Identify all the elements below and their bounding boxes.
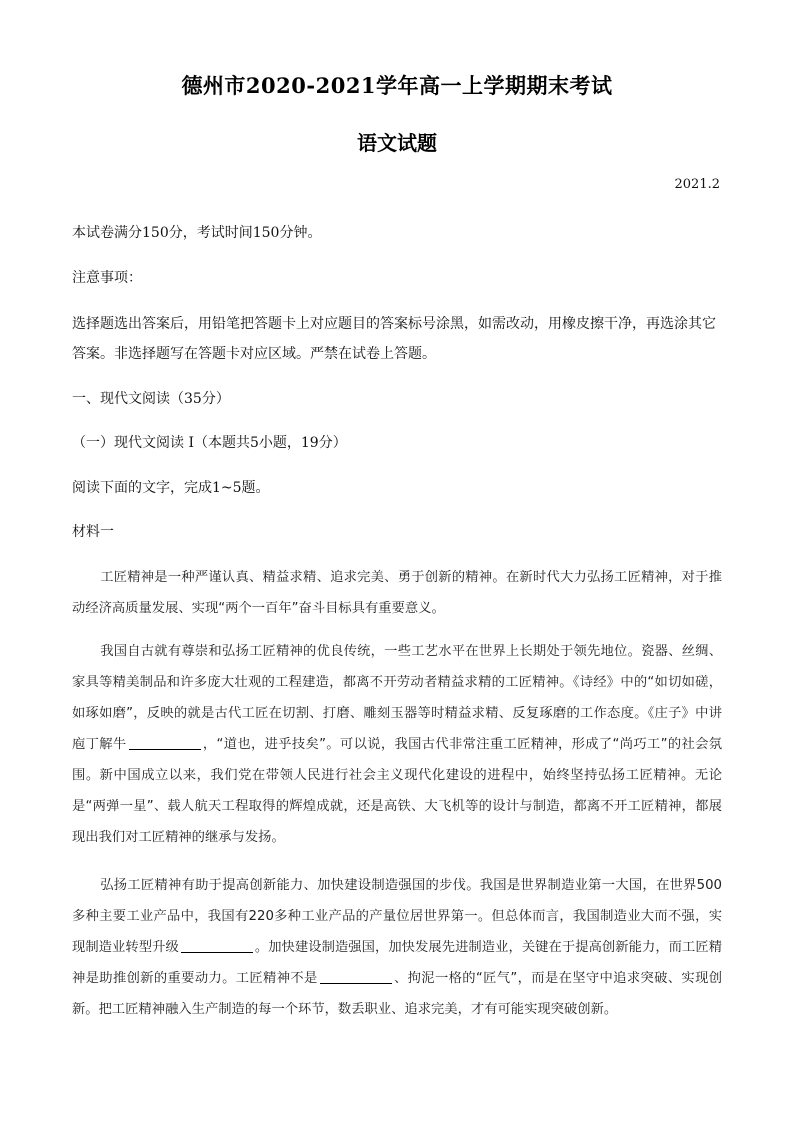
passage-paragraph-3 <box>72 870 722 1025</box>
paragraph-text: 工匠精神是一种严谨认真、精益求精、追求完美、勇于创新的精神。在新时代大力弘扬工匠精神，对于推动经济高质量发展、实现“两个一百年”奋斗目标具有重要意义。 <box>72 570 722 616</box>
passage-paragraph-1 <box>72 562 722 624</box>
score-time-note: 本试卷满分150分，考试时间150分钟。 <box>72 225 322 241</box>
material-label: 材料一 <box>72 524 114 540</box>
document-date: 2021.2 <box>674 177 720 192</box>
notice-line-2: 答案。非选择题写在答题卡对应区域。严禁在试卷上答题。 <box>72 346 436 362</box>
fill-in-blank <box>129 735 201 750</box>
notice-heading: 注意事项： <box>72 270 142 286</box>
fill-in-blank <box>320 969 392 984</box>
reading-prompt: 阅读下面的文字，完成1~5题。 <box>72 480 270 496</box>
subsection-heading: （一）现代文阅读 I（本题共5小题，19分） <box>72 435 347 451</box>
paragraph-text: 。加快建设制造强国，加快发展先进制造业，关键在于提高创新能力，而工匠精神是助推创新的重要动力。工匠精神不是 <box>72 940 723 986</box>
paragraph-text: 我国自古就有尊崇和弘扬工匠精神的优良传统，一些工艺水平在世界上长期处于领先地位。瓷器、丝绸、家具等精美制品和许多庞大壮观的工程建造，都离不开劳动者精益求精的工匠精神。《诗经》中的“如切如磋，如琢如磨”，反映的就是古代工匠在切割、打磨、雕刻玉器等时精益求精、反复琢磨的工作态度。《庄子》中讲庖丁解牛 <box>72 644 722 752</box>
passage-paragraph-2 <box>72 636 722 853</box>
page-title: 德州市2020-2021学年高一上学期期末考试 <box>181 73 613 98</box>
fill-in-blank <box>181 938 253 953</box>
paragraph-text: 弘扬工匠精神有助于提高创新能力、加快建设制造强国的步伐。我国是世界制造业第一大国，在世界500多种主要工业产品中，我国有220多种工业产品的产量位居世界第一。但总体而言，我国制造业大而不强，实现制造业转型升级 <box>72 878 722 955</box>
paragraph-text: ，“道也，进乎技矣”。可以说，我国古代非常注重工匠精神，形成了“尚巧工”的社会氛围。新中国成立以来，我们党在带领人民进行社会主义现代化建设的进程中，始终坚持弘扬工匠精神。无论是“两弹一星”、载人航天工程取得的辉煌成就，还是高铁、大飞机等的设计与制造，都离不开工匠精神，都展现出我们对工匠精神的继承与发扬。 <box>72 737 722 845</box>
notice-line-1: 选择题选出答案后，用铅笔把答题卡上对应题目的答案标号涂黑，如需改动，用橡皮擦干净，再选涂其它 <box>72 316 716 332</box>
page-subtitle: 语文试题 <box>357 131 437 155</box>
paragraph-text: 、拘泥一格的“匠气”，而是在坚守中追求突破、实现创新。把工匠精神融入生产制造的每一个环节，数丢职业、追求完美，才有可能实现突破创新。 <box>72 971 723 1017</box>
section-heading: 一、现代文阅读（35分） <box>72 391 230 407</box>
